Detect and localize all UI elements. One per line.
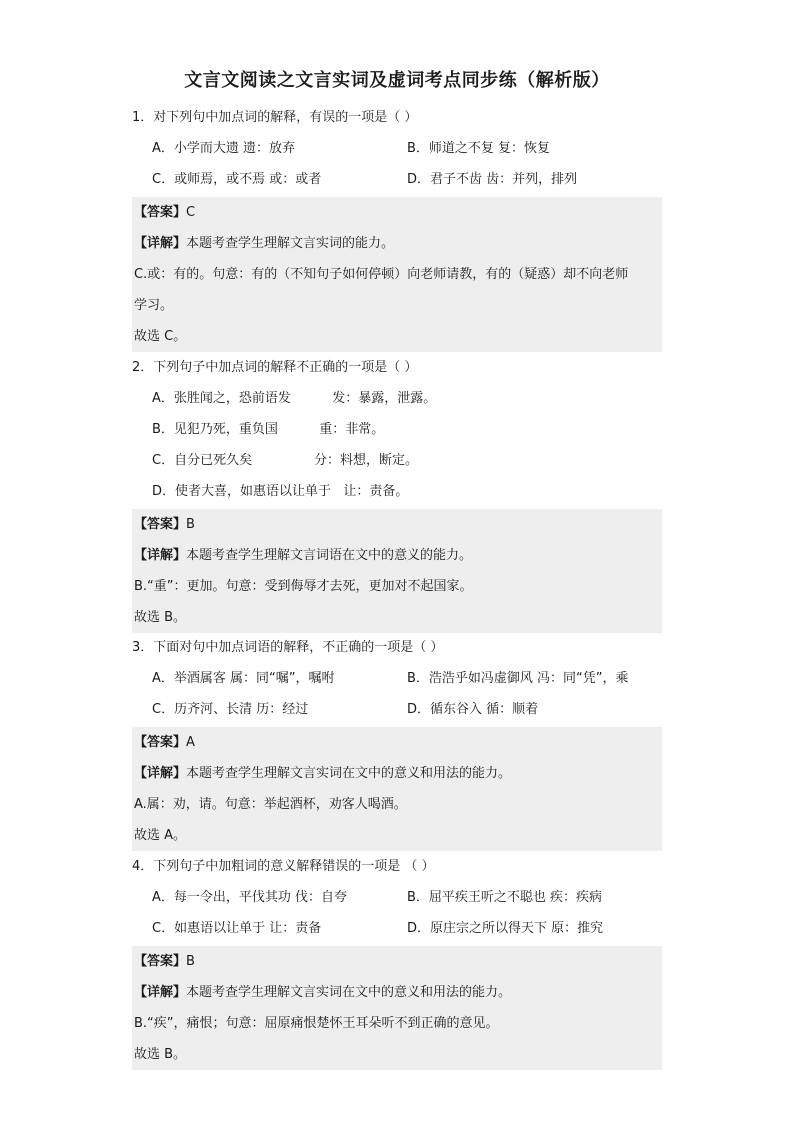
answer-label: 【答案】 xyxy=(134,954,187,969)
explanation-line: A.属：劝，请。句意：举起酒杯，劝客人喝酒。 xyxy=(134,797,407,812)
answer-label: 【答案】 xyxy=(134,205,187,220)
question-4 xyxy=(132,851,662,1070)
option-c: C．自分已死久矣 分：料想，断定。 xyxy=(152,453,419,468)
question-stem: 2．下列句子中加点词的解释不正确的一项是（ ） xyxy=(132,360,418,375)
answer-label: 【答案】 xyxy=(134,735,187,750)
detail-label: 【详解】 xyxy=(134,985,187,1000)
option-row xyxy=(132,694,662,725)
option-a: A．举酒属客 属：同“嘱”，嘱咐 xyxy=(152,671,335,686)
answer-block xyxy=(132,197,662,352)
option-c: C．或师焉，或不焉 或：或者 xyxy=(152,172,322,187)
explanation-line: B.“重”：更加。句意：受到侮辱才去死，更加对不起国家。 xyxy=(134,579,473,594)
answer-line xyxy=(134,509,660,540)
answer-block xyxy=(132,727,662,851)
answer-value: C xyxy=(186,205,196,220)
answer-block xyxy=(132,946,662,1070)
page-title: 文言文阅读之文言实词及虚词考点同步练（解析版） xyxy=(184,70,610,91)
option-a: A．每一令出，平伐其功 伐：自夸 xyxy=(152,890,348,905)
question-stem: 3．下面对句中加点词语的解释，不正确的一项是（ ） xyxy=(132,640,444,655)
option-row xyxy=(132,913,662,944)
option-b: B．浩浩乎如冯虚御风 冯：同“凭”，乘 xyxy=(407,671,629,686)
option-row xyxy=(132,164,662,195)
detail-label: 【详解】 xyxy=(134,548,187,563)
option-b: B．师道之不复 复：恢复 xyxy=(407,141,551,156)
detail-line xyxy=(134,977,660,1008)
option-row xyxy=(132,882,662,913)
detail-label: 【详解】 xyxy=(134,766,187,781)
question-stem: 4．下列句子中加粗词的意义解释错误的一项是 （ ） xyxy=(132,859,435,874)
question-1 xyxy=(132,102,662,352)
answer-line xyxy=(134,727,660,758)
option-d: D．使者大喜，如惠语以让单于 让：责备。 xyxy=(152,484,409,499)
option-d: D．原庄宗之所以得天下 原：推究 xyxy=(407,921,604,936)
conclusion-line: 故选 C。 xyxy=(134,329,187,344)
detail-label: 【详解】 xyxy=(134,236,187,251)
explanation-line: 学习。 xyxy=(134,298,174,313)
option-b: B．见犯乃死，重负国 重：非常。 xyxy=(152,422,385,437)
detail-text: 本题考查学生理解文言实词的能力。 xyxy=(186,236,395,251)
detail-text: 本题考查学生理解文言实词在文中的意义和用法的能力。 xyxy=(186,766,512,781)
option-a: A．小学而大遗 遗：放弃 xyxy=(152,141,296,156)
detail-line xyxy=(134,758,660,789)
question-stem: 1．对下列句中加点词的解释，有误的一项是（ ） xyxy=(132,110,418,125)
answer-value: A xyxy=(186,735,195,750)
question-2 xyxy=(132,352,662,633)
option-row xyxy=(132,663,662,694)
answer-line xyxy=(134,197,660,228)
answer-block xyxy=(132,509,662,633)
question-3 xyxy=(132,632,662,851)
explanation-line: C.或：有的。句意：有的（不知句子如何停顿）向老师请教，有的（疑惑）却不向老师 xyxy=(134,267,629,282)
conclusion-line: 故选 B。 xyxy=(134,1047,187,1062)
answer-value: B xyxy=(186,517,195,532)
conclusion-line: 故选 B。 xyxy=(134,610,187,625)
option-c: C．历齐河、长清 历：经过 xyxy=(152,702,309,717)
answer-value: B xyxy=(186,954,195,969)
detail-text: 本题考查学生理解文言实词在文中的意义和用法的能力。 xyxy=(186,985,512,1000)
option-c: C．如惠语以让单于 让：责备 xyxy=(152,921,322,936)
explanation-line: B.“疾”，痛恨；句意：屈原痛恨楚怀王耳朵听不到正确的意见。 xyxy=(134,1016,499,1031)
conclusion-line: 故选 A。 xyxy=(134,828,187,843)
option-a: A．张胜闻之，恐前语发 发：暴露，泄露。 xyxy=(152,391,437,406)
option-b: B．屈平疾王听之不聪也 疾：疾病 xyxy=(407,890,603,905)
detail-line xyxy=(134,540,660,571)
option-d: D．君子不齿 齿：并列，排列 xyxy=(407,172,578,187)
detail-line xyxy=(134,228,660,259)
detail-text: 本题考查学生理解文言词语在文中的意义的能力。 xyxy=(186,548,473,563)
answer-line xyxy=(134,946,660,977)
option-d: D．循东谷入 循：顺着 xyxy=(407,702,539,717)
option-row xyxy=(132,133,662,164)
answer-label: 【答案】 xyxy=(134,517,187,532)
